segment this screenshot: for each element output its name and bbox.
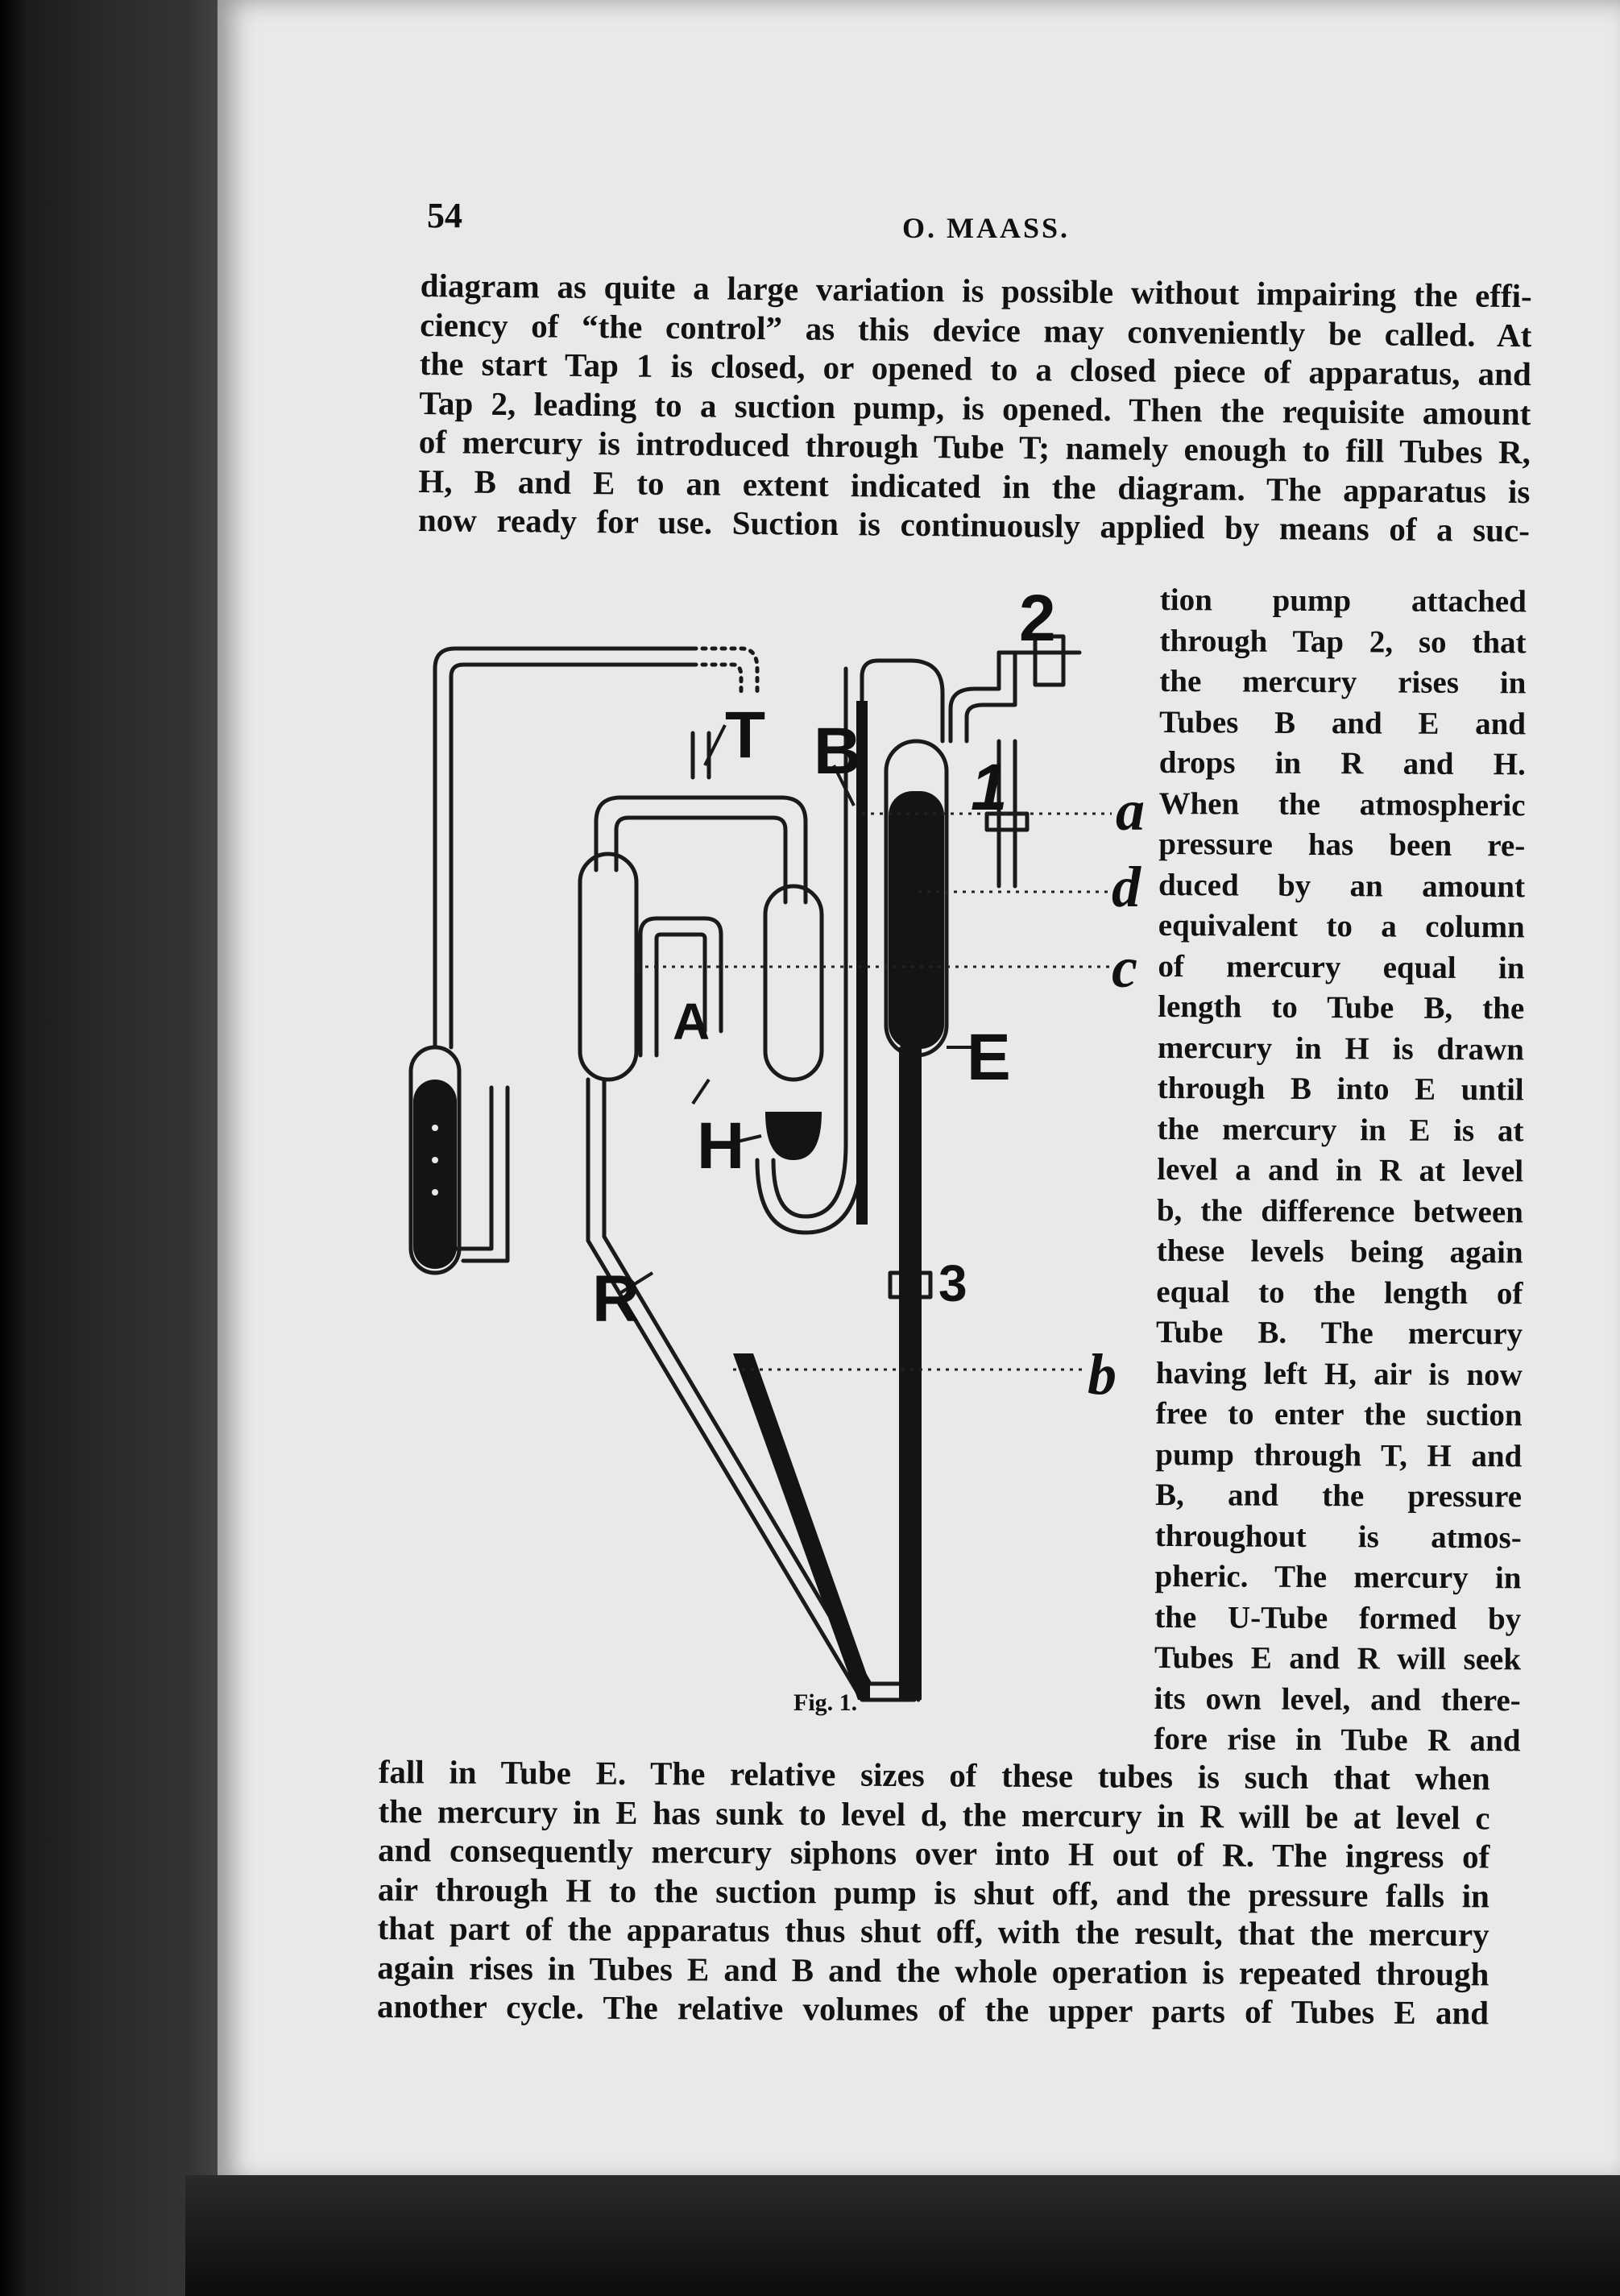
text-line: equal to the length of xyxy=(1156,1274,1523,1311)
text-line: fore rise in Tube R and xyxy=(1154,1721,1521,1759)
text-line: now ready for use. Suction is continuously applied by means of a suc- xyxy=(417,500,1531,549)
manifold-inner xyxy=(616,818,785,902)
apparatus-figure xyxy=(387,580,1152,1748)
label-h: H xyxy=(697,1109,745,1183)
running-head: O. MAASS. xyxy=(902,212,1071,244)
text-line: air through H to the suction pump is shut off, and the pressure falls in xyxy=(377,1870,1490,1914)
paragraph-top xyxy=(418,266,1532,550)
label-tap-2: 2 xyxy=(1019,582,1056,655)
paragraph-bottom xyxy=(377,1752,1490,2033)
text-line: equivalent to a column xyxy=(1158,907,1525,945)
text-line: When the atmospheric xyxy=(1158,785,1526,823)
text-line: the mercury in E is at xyxy=(1157,1111,1524,1148)
outer-tube-inner xyxy=(451,665,693,959)
text-line: b, the difference between xyxy=(1156,1192,1524,1229)
text-line: of mercury is introduced through Tube T; namely enough to fill Tubes R, xyxy=(418,422,1531,471)
text-line: the start Tap 1 is closed, or opened to a closed piece of apparatus, and xyxy=(419,344,1531,393)
text-line: fall in Tube E. The relative sizes of these tubes is such that when xyxy=(378,1753,1490,1797)
text-line: mercury in H is drawn xyxy=(1157,1030,1525,1067)
label-r: R xyxy=(592,1262,640,1336)
text-line: these levels being again xyxy=(1156,1233,1523,1270)
text-line: B, and the pressure xyxy=(1154,1477,1523,1515)
figure-caption: Fig. 1. xyxy=(793,1689,858,1716)
level-lines xyxy=(636,814,1112,1370)
text-line: and consequently mercury siphons over into H out of R. The ingress of xyxy=(378,1830,1490,1875)
label-b: B xyxy=(814,715,862,788)
text-line: Tube B. The mercury xyxy=(1155,1314,1523,1352)
dotted-connection-inner xyxy=(693,665,741,697)
text-line: that part of the apparatus thus shut off, with the result, that the mercury xyxy=(377,1908,1489,1954)
label-tap-1: 1 xyxy=(971,751,1008,824)
label-a: A xyxy=(673,993,711,1051)
text-line: the mercury rises in xyxy=(1159,663,1527,701)
text-line: another cycle. The relative volumes of the upper parts of Tubes E and xyxy=(376,1987,1489,2032)
apparatus-diagram xyxy=(387,580,1152,1748)
label-tap-3: 3 xyxy=(938,1254,967,1312)
text-line: ciency of “the control” as this device may conveniently be called. At xyxy=(420,305,1532,354)
text-line: length to Tube B, the xyxy=(1158,988,1525,1026)
label-e: E xyxy=(967,1021,1011,1094)
text-line: free to enter the suction xyxy=(1155,1395,1523,1433)
page-bottom-shadow xyxy=(185,2175,1620,2296)
left-bulb xyxy=(580,854,636,1080)
label-level-d: d xyxy=(1112,855,1141,919)
text-line: Tubes E and R will seek xyxy=(1154,1639,1522,1677)
text-line: its own level, and there- xyxy=(1154,1681,1521,1718)
dotted-connection xyxy=(693,649,757,697)
text-line: of mercury equal in xyxy=(1158,948,1525,985)
outer-tube-left xyxy=(435,649,693,959)
text-line: the mercury in E has sunk to level d, the mercury in R will be at level c xyxy=(378,1792,1490,1836)
text-line: through B into E until xyxy=(1157,1070,1524,1108)
text-line: Tap 2, leading to a suction pump, is opened. Then the requisite amount xyxy=(419,383,1531,432)
text-line: duced by an amount xyxy=(1158,867,1526,904)
text-line: pump through T, H and xyxy=(1155,1436,1523,1473)
text-line: Tubes B and E and xyxy=(1158,704,1527,741)
text-line: pheric. The mercury in xyxy=(1154,1558,1522,1596)
paragraph-side xyxy=(1154,580,1527,1762)
label-level-c: c xyxy=(1112,935,1137,1000)
text-line: again rises in Tubes E and B and the whole operation is repeated through xyxy=(377,1948,1489,1992)
text-line: through Tap 2, so that xyxy=(1159,623,1527,660)
label-t: T xyxy=(725,698,766,772)
text-line: pressure has been re- xyxy=(1158,826,1526,864)
text-line: the U-Tube formed by xyxy=(1154,1599,1522,1636)
text-line: H, B and E to an extent indicated in the diagram. The apparatus is xyxy=(418,462,1531,510)
right-bulb xyxy=(765,886,822,1080)
text-line: drops in R and H. xyxy=(1158,744,1526,782)
text-line: throughout is atmos- xyxy=(1154,1518,1522,1555)
text-line: tion pump attached xyxy=(1159,582,1527,620)
label-level-a: a xyxy=(1116,778,1145,843)
label-level-b: b xyxy=(1088,1342,1117,1407)
text-line: having left H, air is now xyxy=(1155,1355,1523,1392)
text-line: level a and in R at level xyxy=(1157,1151,1524,1189)
manifold-outer xyxy=(596,798,806,902)
text-line: diagram as quite a large variation is possible without impairing the effi- xyxy=(420,266,1532,315)
page-number: 54 xyxy=(427,196,462,235)
